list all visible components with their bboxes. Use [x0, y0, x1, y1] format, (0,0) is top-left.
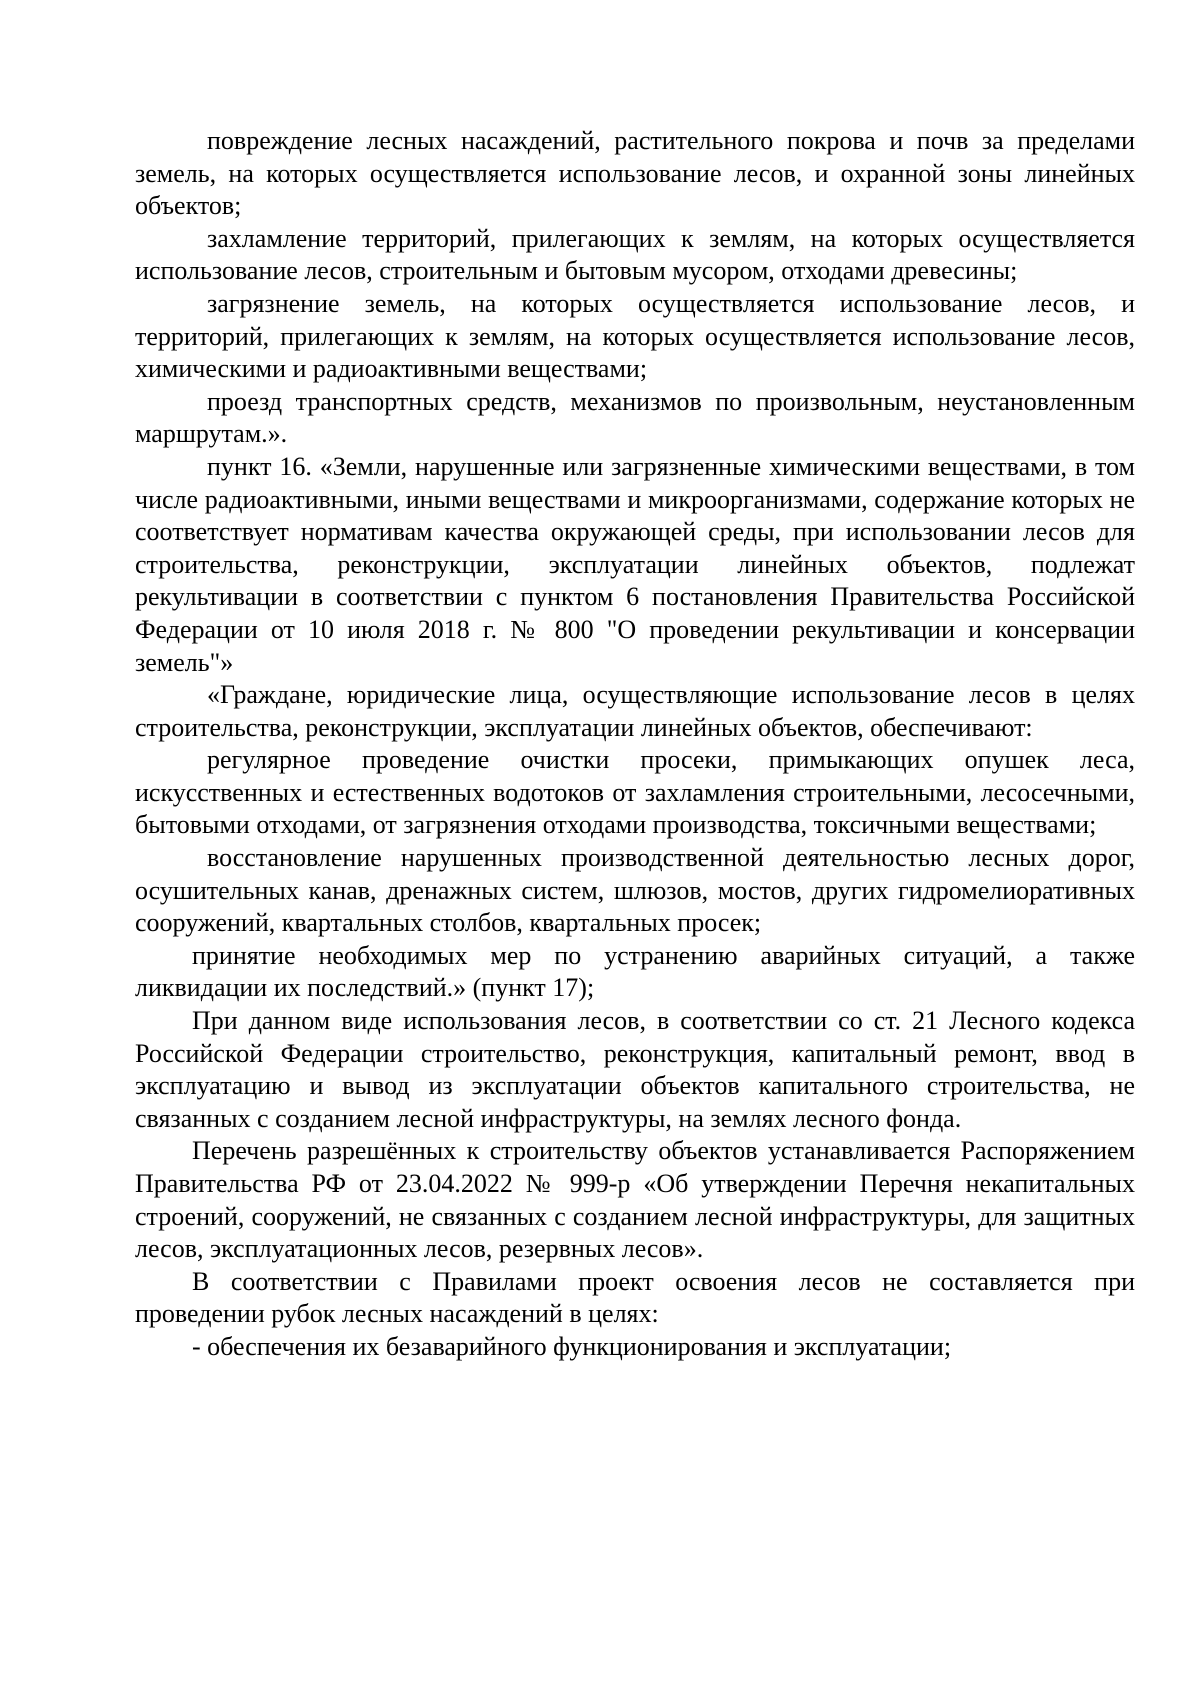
paragraph-point-16: пункт 16. «Земли, нарушенные или загрязненные химическими веществами, в том числе радиоактивными, иными веществами и микроорганизмами, содержание которых не соответствует нормативам качества окружающей среды, при использовании лесов для строительства, реконструкции, эксплуатации линейных объектов, подлежат рекультивации в соответствии с пунктом 6 постановления Правительства Российской Федерации от 10 июля 2018 г. № 800 "О проведении рекультивации и консервации земель"» — [135, 451, 1135, 677]
paragraph-vehicle-passage: проезд транспортных средств, механизмов по произвольным, неустановленным маршрутам.». — [135, 386, 1135, 449]
document-body — [135, 125, 1135, 1364]
paragraph-citizens-provide: «Граждане, юридические лица, осуществляющие использование лесов в целях строительства, реконструкции, эксплуатации линейных объектов, обеспечивают: — [135, 680, 1135, 742]
paragraph-pollution: загрязнение земель, на которых осуществляется использование лесов, и территорий, прилегающих к землям, на которых осуществляется использование лесов, химическими и радиоактивными веществами; — [135, 288, 1135, 384]
paragraph-regular-cleaning: регулярное проведение очистки просеки, примыкающих опушек леса, искусственных и естественных водотоков от захламления строительными, лесосечными, бытовыми отходами, от загрязнения отходами производства, токсичными веществами; — [135, 745, 1135, 840]
paragraph-permitted-objects: Перечень разрешённых к строительству объектов устанавливается Распоряжением Правительства РФ от 23.04.2022 № 999-р «Об утверждении Перечня некапитальных строений, сооружений, не связанных с созданием лесной инфраструктуры, для защитных лесов, эксплуатационных лесов, резервных лесов». — [135, 1136, 1135, 1264]
paragraph-littering: захламление территорий, прилегающих к землям, на которых осуществляется использование лесов, строительным и бытовым мусором, отходами древесины; — [135, 223, 1135, 286]
paragraph-emergency-measures: принятие необходимых мер по устранению аварийных ситуаций, а также ликвидации их последствий.» (пункт 17); — [135, 940, 1135, 1003]
paragraph-rules-project: В соответствии с Правилами проект освоения лесов не составляется при проведении рубок лесных насаждений в целях: — [135, 1266, 1135, 1329]
paragraph-restoration: восстановление нарушенных производственной деятельностью лесных дорог, осушительных канав, дренажных систем, шлюзов, мостов, других гидромелиоративных сооружений, квартальных столбов, квартальных просек; — [135, 843, 1135, 938]
paragraph-list-item: - обеспечения их безаварийного функционирования и эксплуатации; — [192, 1331, 952, 1361]
paragraph-article-21: При данном виде использования лесов, в соответствии со ст. 21 Лесного кодекса Российской Федерации строительство, реконструкция, капитальный ремонт, ввод в эксплуатацию и вывод из эксплуатации объектов капитального строительства, не связанных с созданием лесной инфраструктуры, на землях лесного фонда. — [135, 1006, 1135, 1133]
paragraph-damage-plantings: повреждение лесных насаждений, растительного покрова и почв за пределами земель, на которых осуществляется использование лесов, и охранной зоны линейных объектов; — [135, 126, 1135, 221]
